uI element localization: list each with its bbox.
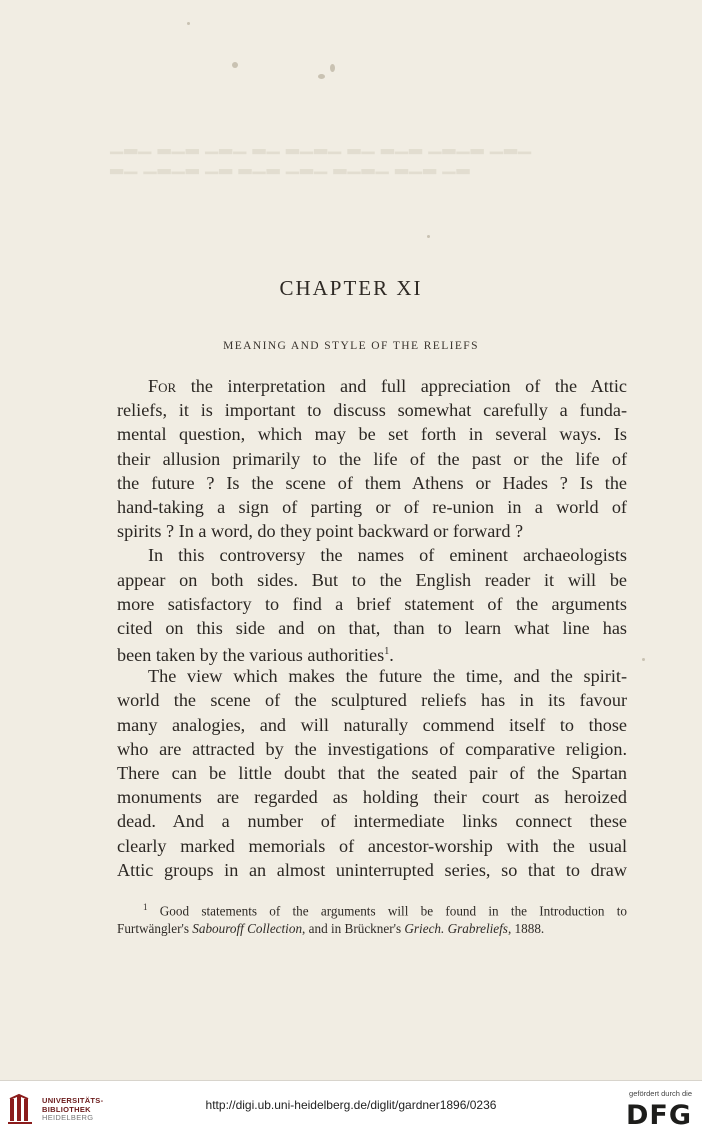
text-line: been taken by the various authorities$^1$. [117,645,394,666]
text-line: clearly marked memorials of ancestor-worship with the usual [117,835,627,856]
text-line: spirits ? In a word, do they point backward or forward ? [117,521,524,542]
footnote-line: Furtwängler's Sabouroff Collection, and in Brückner's Griech. Grabreliefs, 1888. [117,920,545,936]
footnote-line: $^1$ Good statements of the arguments will be found in the Introduction to [143,902,627,919]
text-line: many analogies, and will naturally commend itself to those [117,714,627,735]
chapter-title: CHAPTER XI [279,276,423,300]
text-line: Attic groups in an almost uninterrupted series, so that to draw [117,859,627,880]
text-line: their allusion primarily to the life of the past or the life of [117,448,627,469]
text-line: monuments are regarded as holding their court as heroized [117,787,627,808]
text-line: more satisfactory to find a brief statement of the arguments [117,593,627,614]
bleed-through-text: ▁▂▁ ▂▁▂ ▁▂▁ ▂▁ ▂▁▂▁ ▂▁ ▂▁▂ ▁▂▁▂ ▁▂▁ ▂▁ ▁▂▁▂ ▁▂ ▂▁▂ ▁▂▁ ▂▁▂▁ ▂▁▂ ▁▂ [110,135,532,174]
footnote [117,899,627,937]
viewer-footer [0,1080,702,1135]
text-line: dead. And a number of intermediate links connect these [117,811,627,832]
ink-speck [318,74,325,79]
text-line: For the interpretation and full appreciation of the Attic [148,376,627,396]
text-line: world the scene of the sculptured reliefs has in its favour [117,690,627,711]
cited-work: Griech. Grabreliefs [404,920,508,936]
text-line: mental question, which may be set forth in several ways. Is [117,424,627,445]
ink-speck [642,658,645,661]
footnote-marker: 1 [143,902,148,912]
ink-speck [427,235,430,238]
chapter-subtitle: MEANING AND STYLE OF THE RELIEFS [223,340,479,352]
permalink-url[interactable]: http://digi.ub.uni-heidelberg.de/diglit/gardner1896/0236 [205,1098,497,1112]
ink-speck [330,64,335,72]
text-line: There can be little doubt that the seated pair of the Spartan [117,763,627,783]
text-line: reliefs, it is important to discuss somewhat carefully a funda- [117,400,627,421]
text-line: The view which makes the future the time, and the spirit- [148,666,627,687]
ink-speck [187,22,190,25]
text-line: cited on this side and on that, than to learn what line has [117,617,627,638]
dfg-logo[interactable]: DFG [625,1100,692,1131]
text-line: hand-taking a sign of parting or of re-union in a world of [117,496,627,517]
funder-caption: gefördert durch die [629,1089,692,1098]
text-line: the future ? Is the scene of them Athens or Hades ? Is the [117,472,627,493]
ink-speck [232,62,238,68]
text-line: In this controversy the names of eminent archaeologists [148,545,627,566]
university-library-name[interactable]: UNIVERSITÄTS- BIBLIOTHEK HEIDELBERG [42,1096,104,1123]
body-text [117,374,627,882]
first-word: For [148,376,177,396]
footnote-reference[interactable]: 1 [384,646,390,658]
cited-work: Sabouroff Collection [192,920,303,936]
text-line: who are attracted by the investigations of comparative religion. [117,738,627,759]
text-line: appear on both sides. But to the English reader it will be [117,569,627,590]
